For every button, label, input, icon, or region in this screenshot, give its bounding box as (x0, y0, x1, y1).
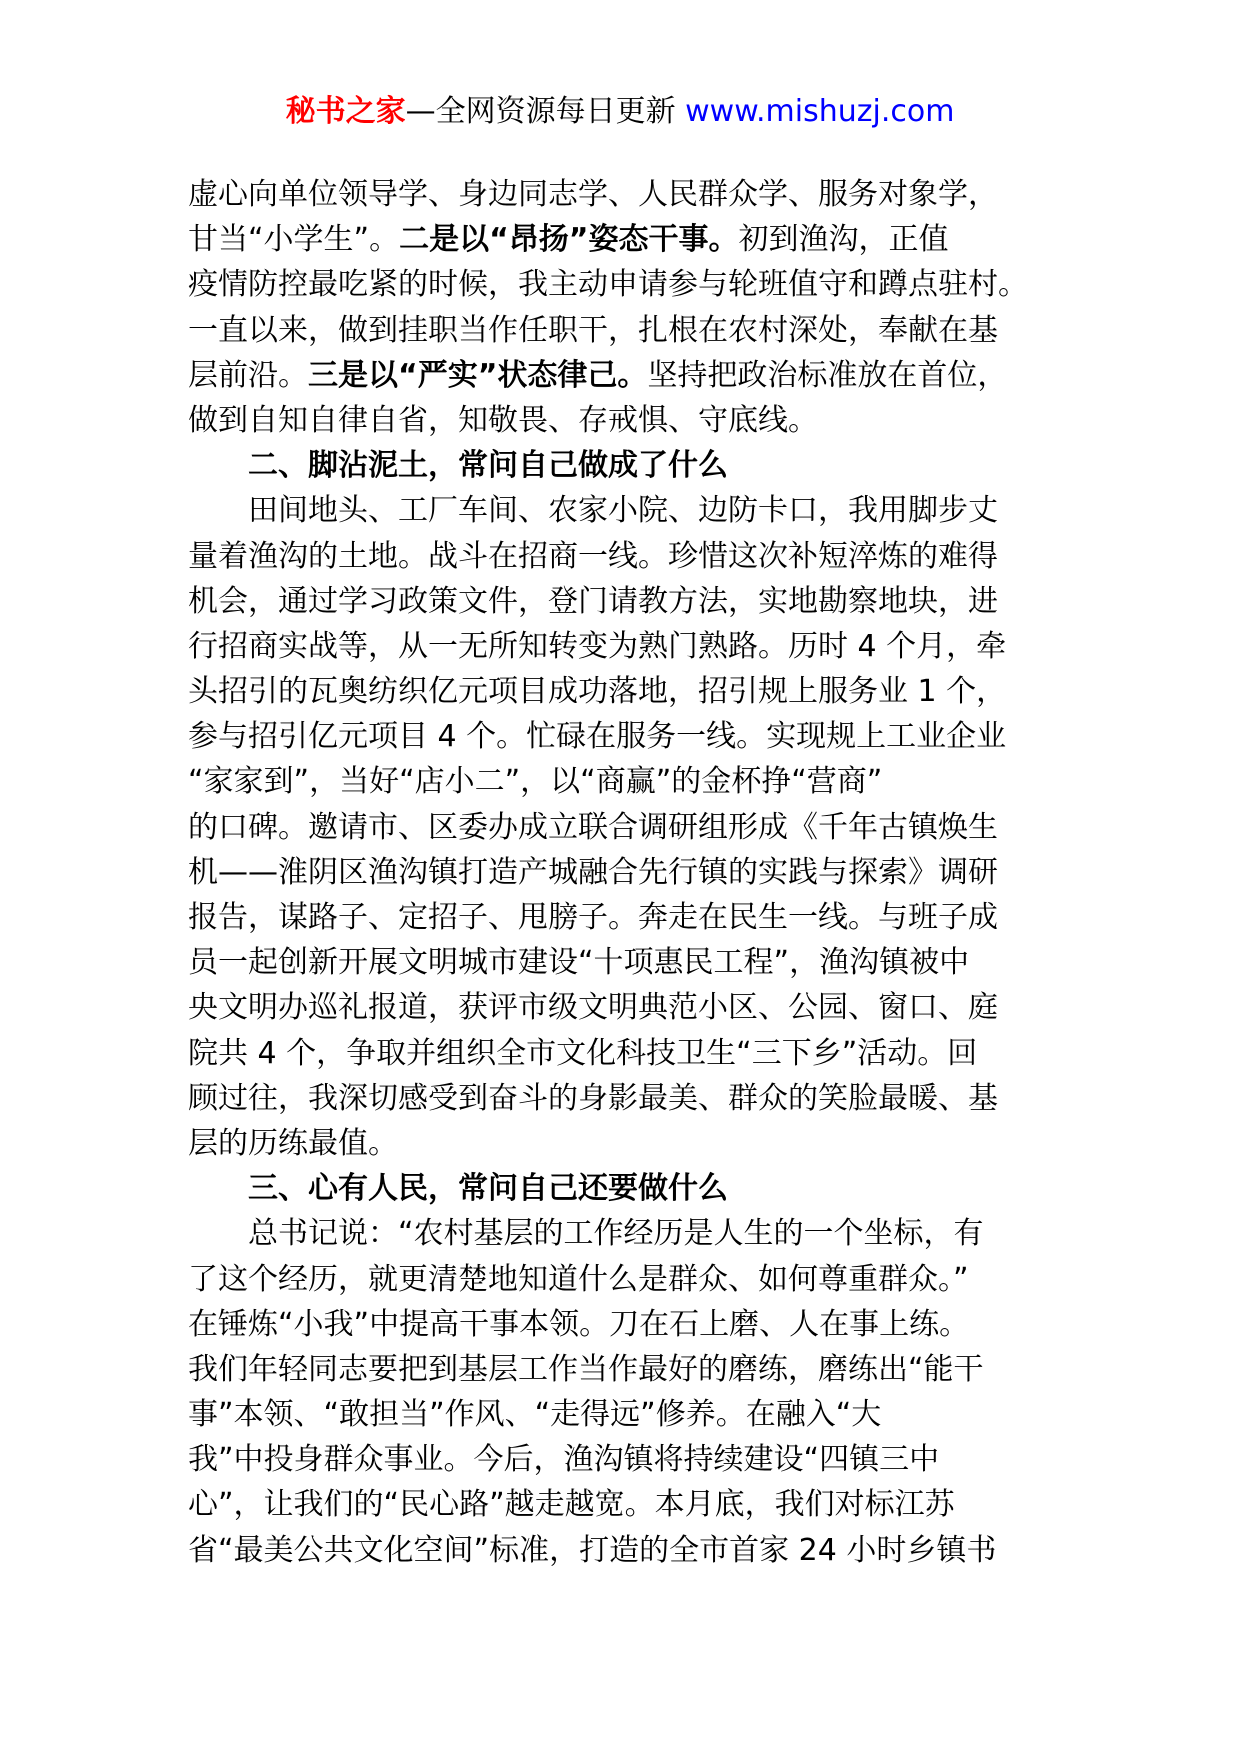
text-line: 心”，让我们的“民心路”越走越宽。本月底，我们对标江苏 (188, 1487, 955, 1523)
text-run: 甘当“小学生”。 (188, 222, 400, 258)
text-line: 员一起创新开展文明城市建设“十项惠民工程”，渔沟镇被中 (188, 945, 970, 981)
text-line: 我们年轻同志要把到基层工作当作最好的磨练，磨练出“能干 (188, 1351, 984, 1387)
text-line: 做到自知自律自省，知敬畏、存戒惧、守底线。 (188, 402, 818, 438)
paragraph-start: 总书记说：“农村基层的工作经历是人生的一个坐标，有 (248, 1216, 984, 1252)
text-line: 疫情防控最吃紧的时候，我主动申请参与轮班值守和蹲点驻村。 (188, 267, 1028, 303)
text-line: 层的历练最值。 (188, 1125, 398, 1161)
paragraph-start: 田间地头、工厂车间、农家小院、边防卡口，我用脚步丈 (248, 493, 998, 529)
text-line: 省“最美公共文化空间”标准，打造的全市首家 24 小时乡镇书 (188, 1532, 997, 1568)
text-line: 事”本领、“敢担当”作风、“走得远”修养。在融入“大 (188, 1397, 882, 1433)
text-line: 央文明办巡礼报道，获评市级文明典范小区、公园、窗口、庭 (188, 990, 998, 1026)
bold-phrase: 三是以“严实”状态律己。 (308, 357, 648, 393)
text-line: 报告，谋路子、定招子、甩膀子。奔走在民生一线。与班子成 (188, 900, 998, 935)
text-line: 虚心向单位领导学、身边同志学、人民群众学、服务对象学， (188, 177, 998, 212)
text-run: 初到渔沟，正值 (738, 222, 949, 258)
text-line: 一直以来，做到挂职当作任职干，扎根在农村深处，奉献在基 (188, 312, 998, 348)
site-url-link[interactable]: www.mishuzj.com (685, 94, 955, 129)
text-line: “家家到”，当好“店小二”，以“商赢”的金杯挣“营商” (188, 764, 883, 800)
text-line (188, 353, 1078, 398)
text-line: 了这个经历，就更清楚地知道什么是群众、如何尊重群众。” (188, 1261, 969, 1297)
text-line: 我”中投身群众事业。今后，渔沟镇将持续建设“四镇三中 (188, 1442, 940, 1478)
text-line: 机——淮阴区渔沟镇打造产城融合先行镇的实践与探索》调研 (188, 854, 998, 890)
brand-name: 秘书之家 (285, 94, 406, 129)
document-body (188, 172, 1078, 1573)
section-heading-2: 二、脚沾泥土，常问自己做成了什么 (248, 448, 728, 484)
text-line: 顾过往，我深切感受到奋斗的身影最美、群众的笑脸最暖、基 (188, 1080, 998, 1116)
page-header (0, 92, 1240, 132)
text-line (188, 217, 1078, 262)
text-line: 的口碑。邀请市、区委办成立联合调研组形成《千年古镇焕生 (188, 809, 998, 845)
text-line: 机会，通过学习政策文件，登门请教方法，实地勘察地块，进 (188, 583, 998, 619)
text-run: 坚持把政治标准放在首位， (647, 357, 1008, 393)
text-line: 行招商实战等，从一无所知转变为熟门熟路。历时 4 个月，牵 (188, 628, 1007, 664)
text-line: 院共 4 个，争取并组织全市文化科技卫生“三下乡”活动。回 (188, 1035, 978, 1071)
text-line: 量着渔沟的土地。战斗在招商一线。珍惜这次补短淬炼的难得 (188, 538, 998, 574)
text-line: 参与招引亿元项目 4 个。忙碌在服务一线。实现规上工业企业 (188, 719, 1007, 755)
text-run: 层前沿。 (188, 357, 308, 393)
bold-phrase: 二是以“昂扬”姿态干事。 (399, 222, 739, 258)
text-line: 在锤炼“小我”中提高干事本领。刀在石上磨、人在事上练。 (188, 1306, 970, 1342)
section-heading-3: 三、心有人民，常问自己还要做什么 (248, 1171, 728, 1207)
text-line: 头招引的瓦奥纺织亿元项目成功落地，招引规上服务业 1 个， (188, 674, 1007, 710)
header-tagline: —全网资源每日更新 (405, 94, 686, 129)
